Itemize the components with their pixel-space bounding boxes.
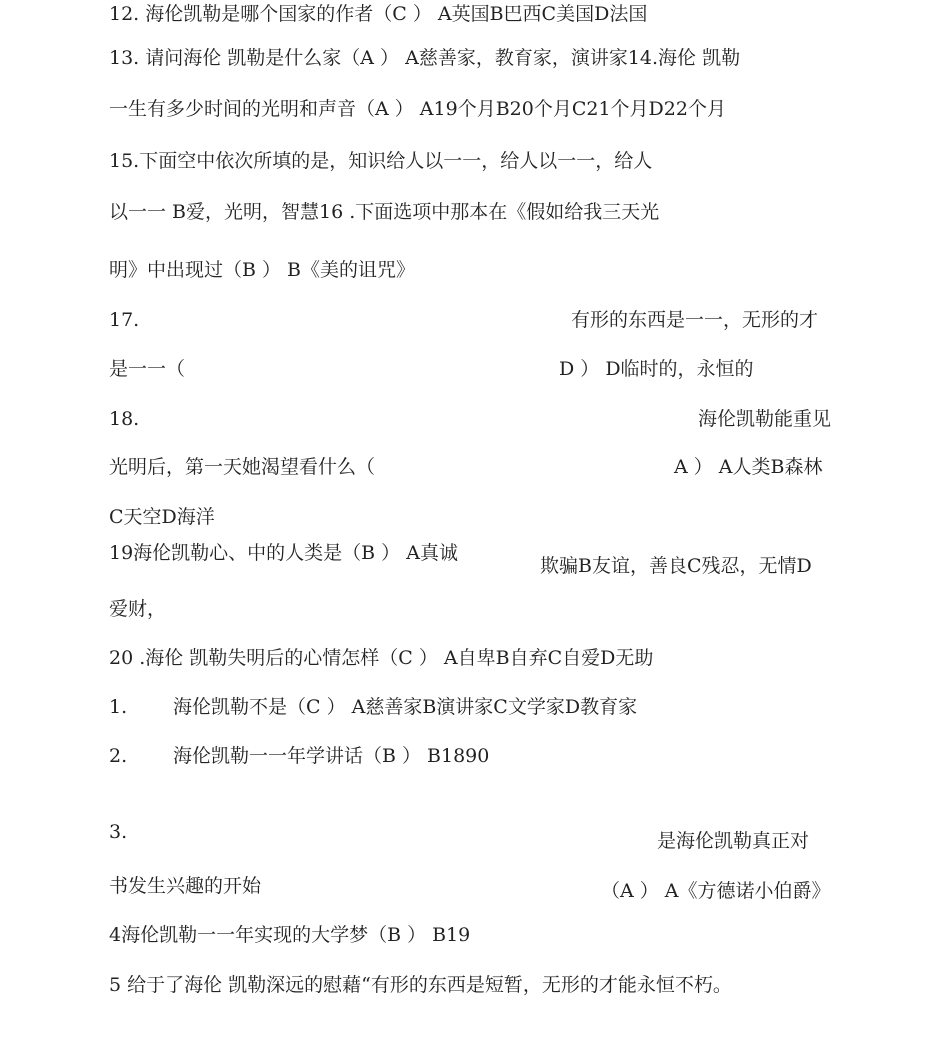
text-q18-number: 18. xyxy=(109,408,140,430)
text-item1: 海伦凯勒不是（C ） A慈善家B演讲家C文学家D教育家 xyxy=(173,696,638,718)
text-q17-right: 有形的东西是一一，无形的才 xyxy=(571,309,819,331)
text-q18-answer: A ） A人类B森林 xyxy=(674,456,823,478)
text-q18-right: 海伦凯勒能重见 xyxy=(698,408,832,430)
text-line-q20: 20 .海伦 凯勒失明后的心情怎样（C ） A自卑B自弃C自爱D无助 xyxy=(109,647,654,669)
text-q17-left-cont: 是一一（ xyxy=(109,358,186,380)
text-line-q15: 15.下面空中依次所填的是，知识给人以一一，给人以一一，给人 xyxy=(109,150,653,172)
text-item2: 海伦凯勒一一年学讲话（B ） B1890 xyxy=(173,745,490,767)
text-item4: 4海伦凯勒一一年实现的大学梦（B ） B19 xyxy=(109,924,471,946)
text-q19-cont: 爱财， xyxy=(109,598,167,620)
text-q17-answer: D ） D临时的，永恒的 xyxy=(559,358,754,380)
text-q19-left: 19海伦凯勒心、中的人类是（B ） A真诚 xyxy=(109,542,458,564)
text-item3-answer: （A ） A《方德诺小伯爵》 xyxy=(601,880,831,902)
text-line-q16-cont: 明》中出现过（B ） B《美的诅咒》 xyxy=(109,259,416,281)
text-item5: 5 给于了海伦 凯勒深远的慰藉“有形的东西是短暂，无形的才能永恒不朽。 xyxy=(109,974,732,996)
text-q18-options-cont: C天空D海洋 xyxy=(109,506,215,528)
text-line-q14-cont: 一生有多少时间的光明和声音（A ） A19个月B20个月C21个月D22个月 xyxy=(109,98,726,120)
text-q19-right: 欺骗B友谊，善良C残忍，无情D xyxy=(540,555,812,577)
text-item3-left-cont: 书发生兴趣的开始 xyxy=(109,875,262,897)
text-item3-right: 是海伦凯勒真正对 xyxy=(657,830,810,852)
text-q17-number: 17. xyxy=(109,309,140,331)
text-q18-left-cont: 光明后，第一天她渴望看什么（ xyxy=(109,456,376,478)
text-line-q12: 12. 海伦凯勒是哪个国家的作者（C ） A英国B巴西C美国D法国 xyxy=(109,3,648,25)
text-line-q15-cont: 以一一 B爱，光明，智慧16 .下面选项中那本在《假如给我三天光 xyxy=(109,201,660,223)
text-line-q13: 13. 请问海伦 凯勒是什么家（A ） A慈善家，教育家，演讲家14.海伦 凯勒 xyxy=(109,47,741,69)
text-item3-number: 3. xyxy=(109,821,128,843)
text-item2-number: 2. xyxy=(109,745,128,767)
text-item1-number: 1. xyxy=(109,696,128,718)
